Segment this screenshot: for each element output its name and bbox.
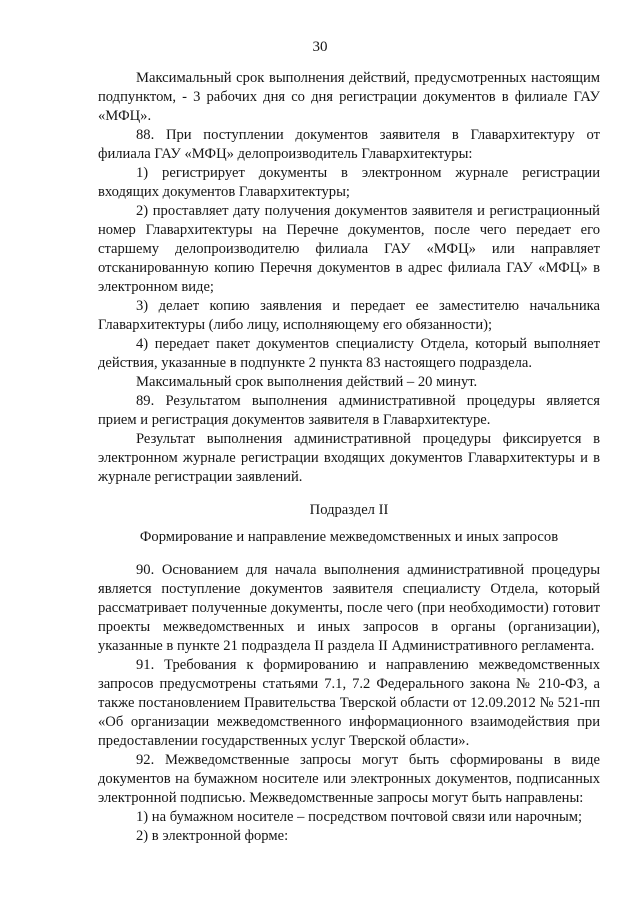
paragraph-89-result: Результат выполнения административной процедуры фиксируется в электронном журнале регистрации входящих документов Главархитектуры и в журнале регистрации заявлений. bbox=[98, 431, 600, 485]
paragraph-92: 92. Межведомственные запросы могут быть сформированы в виде документов на бумажном носителе или электронных документов, подписанных электронной подписью. Межведомственные запросы могут быть направлены: bbox=[98, 752, 600, 806]
paragraph-91: 91. Требования к формированию и направлению межведомственных запросов предусмотрены статьями 7.1, 7.2 Федерального закона № 210-ФЗ, а также постановлением Правительства Тверской области от 12.09.2012 № 521-пп «Об организации межведомственного информационного взаимодействия при предоставлении государственных услуг Тверской области». bbox=[98, 657, 600, 749]
paragraph-88-item-1: 1) регистрирует документы в электронном журнале регистрации входящих документов Главархитектуры; bbox=[98, 165, 600, 200]
paragraph-88: 88. При поступлении документов заявителя в Главархитектуру от филиала ГАУ «МФЦ» делопроизводитель Главархитектуры: bbox=[98, 127, 600, 162]
spacer bbox=[98, 520, 600, 528]
paragraph-89: 89. Результатом выполнения административной процедуры является прием и регистрация документов заявителя в Главархитектуре. bbox=[98, 393, 600, 428]
document-body bbox=[98, 69, 600, 846]
spacer bbox=[98, 487, 600, 501]
subsection-title: Формирование и направление межведомственных и иных запросов bbox=[139, 529, 559, 545]
page-number: 30 bbox=[312, 39, 328, 55]
paragraph-90: 90. Основанием для начала выполнения административной процедуры является поступление документов заявителя специалисту Отдела, который рассматривает полученные документы, после чего (при необходимости) готовит проекты межведомственных и иных запросов в органы (организации), указанные в пункте 21 подраздела II раздела II Административного регламента. bbox=[98, 562, 600, 654]
paragraph-max-term-1: Максимальный срок выполнения действий, предусмотренных настоящим подпунктом, - 3 рабочих дня со дня регистрации документов в филиале ГАУ «МФЦ». bbox=[98, 70, 600, 124]
paragraph-88-item-3: 3) делает копию заявления и передает ее заместителю начальника Главархитектуры (либо лицу, исполняющему его обязанности); bbox=[98, 298, 600, 333]
spacer bbox=[98, 547, 600, 561]
paragraph-92-item-2: 2) в электронной форме: bbox=[136, 828, 289, 844]
paragraph-max-term-2: Максимальный срок выполнения действий – 20 минут. bbox=[136, 374, 478, 390]
paragraph-92-item-1: 1) на бумажном носителе – посредством почтовой связи или нарочным; bbox=[136, 809, 583, 825]
subsection-label: Подраздел II bbox=[309, 502, 389, 518]
paragraph-88-item-4: 4) передает пакет документов специалисту Отдела, который выполняет действия, указанные в подпункте 2 пункта 83 настоящего подраздела. bbox=[98, 336, 600, 371]
paragraph-88-item-2: 2) проставляет дату получения документов заявителя и регистрационный номер Главархитектуры на Перечне документов, после чего передает его старшему делопроизводителю филиала ГАУ «МФЦ» или направляет отсканированную копию Перечня документов в адрес филиала ГАУ «МФЦ» в электронном виде; bbox=[98, 203, 600, 295]
